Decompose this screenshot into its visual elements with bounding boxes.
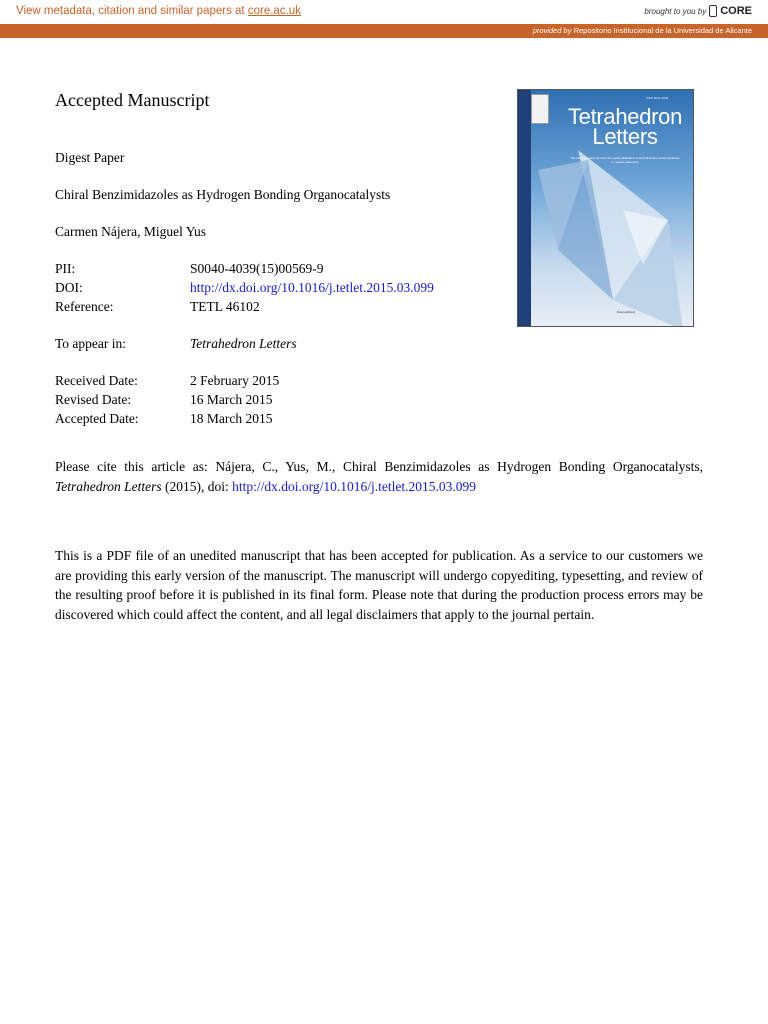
doi-link[interactable]: http://dx.doi.org/10.1016/j.tetlet.2015.03.099 <box>190 280 434 295</box>
core-brand-name: CORE <box>720 5 752 17</box>
revised-date-label: Revised Date: <box>55 392 132 407</box>
revised-date-value: 16 March 2015 <box>190 392 273 407</box>
appear-in-label: To appear in: <box>55 336 127 351</box>
received-date-value: 2 February 2015 <box>190 373 280 388</box>
reference-value: TETL 46102 <box>190 299 260 314</box>
brought-by-text: brought to you by <box>644 6 707 16</box>
reference-label: Reference: <box>55 299 114 314</box>
disclaimer-paragraph: This is a PDF file of an unedited manuscript that has been accepted for publication. As a service to our customers we are providing this early version of the manuscript. The manuscript will undergo copyediting, typesetting, and review of the resulting proof before it is published in its final form. Please note that during the production process errors may be discovered which could affect the content, and all legal disclaimers that apply to the journal pertain. <box>55 548 703 622</box>
pii-value: S0040-4039(15)00569-9 <box>190 261 324 276</box>
cover-title <box>558 104 692 149</box>
provided-by-text[interactable] <box>533 26 752 35</box>
doi-label: DOI: <box>55 280 83 295</box>
provided-by-bar <box>0 24 768 38</box>
article-authors: Carmen Nájera, Miguel Yus <box>55 224 206 239</box>
cover-bottom-text: ScienceDirect <box>616 310 636 314</box>
article-type: Digest Paper <box>55 150 125 165</box>
cover-title-line1: Tetrahedron <box>567 104 683 129</box>
accepted-date-label: Accepted Date: <box>55 411 139 426</box>
core-site-link[interactable]: core.ac.uk <box>247 5 301 17</box>
core-brand[interactable] <box>644 5 752 17</box>
article-title: Chiral Benzimidazoles as Hydrogen Bonding Organocatalysts <box>55 187 391 202</box>
core-logo-icon <box>709 5 717 17</box>
accepted-date-value: 18 March 2015 <box>190 411 273 426</box>
citation-doi-link[interactable]: http://dx.doi.org/10.1016/j.tetlet.2015.03.099 <box>232 478 477 494</box>
core-meta-prefix: View metadata, citation and similar papers at <box>16 5 245 17</box>
cover-issn: ISSN 0040-4039 <box>646 96 669 100</box>
page-title: Accepted Manuscript <box>55 90 210 110</box>
received-date-label: Received Date: <box>55 373 138 388</box>
pii-label: PII: <box>55 261 76 276</box>
citation-paragraph <box>55 457 703 496</box>
citation-year: (2015), doi: <box>161 478 233 494</box>
cover-title-line2: Letters <box>592 124 658 149</box>
journal-cover-image <box>517 89 694 327</box>
citation-journal: Tetrahedron Letters <box>55 478 162 494</box>
core-banner <box>0 0 768 25</box>
cover-side-strip <box>518 90 531 326</box>
citation-text: Please cite this article as: Nájera, C., Yus, M., Chiral Benzimidazoles as Hydrogen Bonding Organocatalysts, <box>55 459 703 474</box>
provided-by-prefix: provided by <box>532 26 572 35</box>
repository-name: Repositorio Institucional de la Universidad de Alicante <box>573 26 752 35</box>
cover-subtitle: The international journal for the rapid publication of all preliminary communications in organic chemistry <box>570 156 680 164</box>
publisher-logo-icon <box>531 94 549 124</box>
core-metadata-link[interactable] <box>16 5 301 17</box>
appear-in-value: Tetrahedron Letters <box>190 336 297 351</box>
